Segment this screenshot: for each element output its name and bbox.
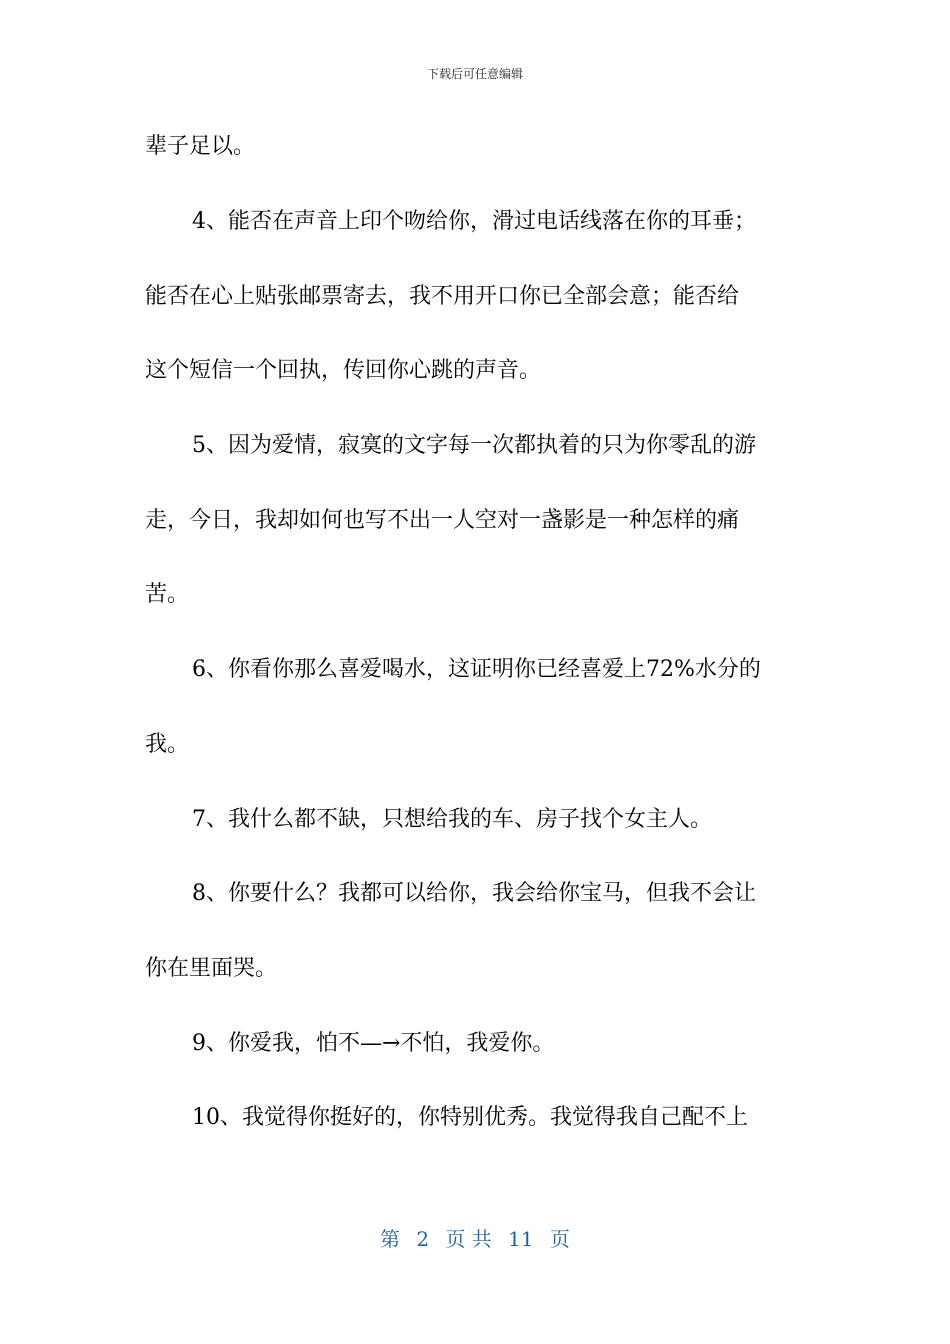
page-footer [0, 1226, 950, 1252]
text-line: 7、我什么都不缺，只想给我的车、房子找个女主人。 [192, 807, 712, 832]
footer-middle: 页 共 [445, 1227, 492, 1251]
text-line: 4、能否在声音上印个吻给你，滑过电话线落在你的耳垂； [192, 209, 756, 234]
text-line: 走，今日，我却如何也写不出一人空对一盏影是一种怎样的痛 [145, 508, 740, 533]
footer-prefix: 第 [380, 1227, 400, 1251]
text-line: 辈子足以。 [145, 134, 256, 159]
text-line: 这个短信一个回执，传回你心跳的声音。 [145, 358, 542, 383]
text-line: 10、我觉得你挺好的，你特别优秀。我觉得我自己配不上 [192, 1105, 748, 1130]
text-line: 5、因为爱情，寂寞的文字每一次都执着的只为你零乱的游 [192, 433, 756, 458]
footer-suffix: 页 [549, 1227, 570, 1251]
footer-total-pages: 11 [508, 1227, 534, 1251]
text-line: 8、你要什么？我都可以给你，我会给你宝马，但我不会让 [192, 881, 756, 906]
text-line: 6、你看你那么喜爱喝水，这证明你已经喜爱上72%水分的 [192, 657, 761, 682]
page-header: 下载后可任意编辑 [426, 67, 523, 81]
text-line: 我。 [145, 732, 190, 757]
text-line: 苦。 [145, 582, 190, 607]
text-line: 你在里面哭。 [145, 956, 278, 981]
text-line: 9、你爱我，怕不—→不怕，我爱你。 [192, 1031, 555, 1056]
footer-page-number: 2 [416, 1227, 430, 1251]
text-line: 能否在心上贴张邮票寄去，我不用开口你已全部会意；能否给 [145, 284, 740, 309]
